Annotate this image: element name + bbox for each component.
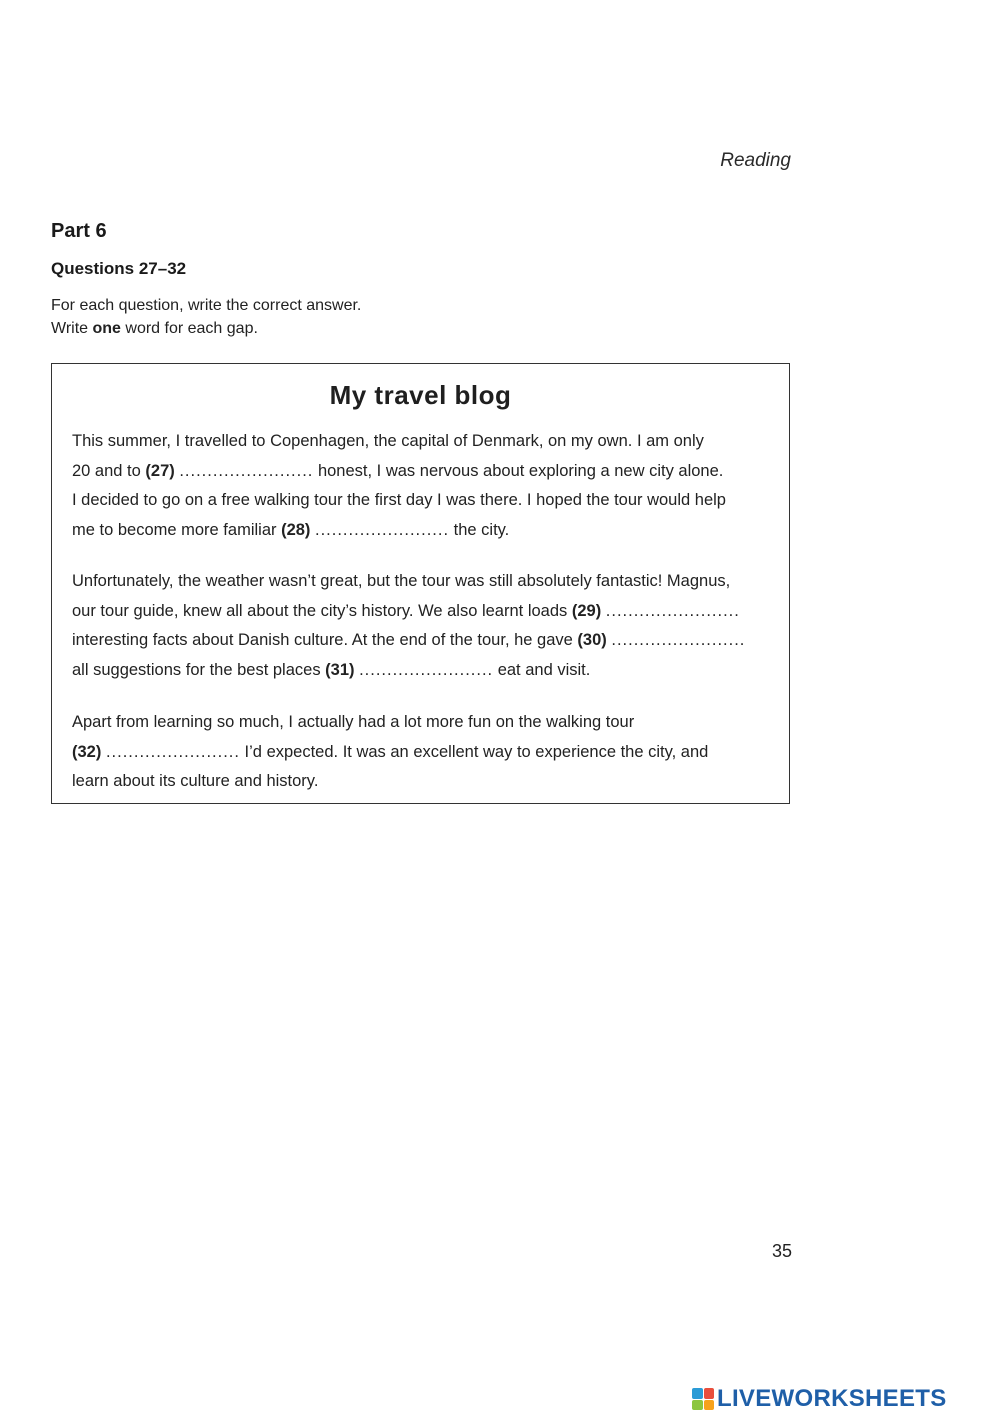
blog-paragraph-1 bbox=[72, 427, 772, 545]
question-number-27: (27) bbox=[145, 461, 175, 480]
question-number-31: (31) bbox=[325, 660, 355, 679]
questions-range-title: Questions 27–32 bbox=[51, 259, 187, 278]
answer-gap-31[interactable]: ........................ bbox=[359, 660, 494, 679]
logo-tile bbox=[704, 1388, 715, 1399]
liveworksheets-logo-icon bbox=[692, 1388, 714, 1410]
liveworksheets-watermark bbox=[692, 1384, 992, 1414]
part-title: Part 6 bbox=[51, 220, 107, 242]
answer-gap-32[interactable]: ........................ bbox=[105, 742, 240, 761]
answer-gap-29[interactable]: ........................ bbox=[605, 601, 740, 620]
instruction-line-1: For each question, write the correct answer. bbox=[51, 297, 362, 314]
blog-title: My travel blog bbox=[329, 380, 512, 410]
text-line: 20 and to (27) ........................ honest, I was nervous about exploring a new city alone. bbox=[72, 461, 724, 480]
answer-gap-30[interactable]: ........................ bbox=[611, 631, 746, 649]
text-line: I decided to go on a free walking tour the first day I was there. I hoped the tour would help bbox=[72, 491, 726, 509]
question-number-32: (32) bbox=[72, 742, 102, 761]
logo-tile bbox=[692, 1388, 703, 1399]
text-line: me to become more familiar (28) ........................ the city. bbox=[72, 520, 510, 539]
text-line: Apart from learning so much, I actually had a lot more fun on the walking tour bbox=[72, 713, 635, 731]
watermark-text: LIVEWORKSHEETS bbox=[717, 1385, 947, 1412]
text-line: all suggestions for the best places (31) ........................ eat and visit. bbox=[72, 660, 591, 679]
section-label: Reading bbox=[720, 150, 791, 171]
question-number-28: (28) bbox=[281, 520, 311, 539]
blog-text-box bbox=[51, 363, 790, 804]
logo-tile bbox=[692, 1400, 703, 1411]
question-number-29: (29) bbox=[571, 601, 602, 620]
blog-paragraph-2 bbox=[72, 567, 772, 685]
instruction-text: Write bbox=[51, 320, 93, 337]
page-number: 35 bbox=[771, 1241, 792, 1261]
text-line: This summer, I travelled to Copenhagen, the capital of Denmark, on my own. I am only bbox=[72, 432, 704, 450]
text-line: our tour guide, knew all about the city’s history. We also learnt loads (29) ........................ bbox=[72, 601, 740, 620]
text-line: interesting facts about Danish culture. At the end of the tour, he gave (30) ........................ bbox=[72, 631, 746, 649]
blog-paragraph-3 bbox=[72, 708, 772, 797]
answer-gap-27[interactable]: ........................ bbox=[179, 461, 314, 480]
question-number-30: (30) bbox=[577, 631, 607, 649]
instruction-emphasis: one bbox=[92, 320, 121, 337]
text-line: Unfortunately, the weather wasn’t great, but the tour was still absolutely fantastic! Magnus, bbox=[72, 572, 731, 590]
instruction-line-2 bbox=[51, 317, 361, 340]
instructions bbox=[51, 294, 361, 340]
answer-gap-28[interactable]: ........................ bbox=[315, 520, 450, 539]
text-line: (32) ........................ I’d expected. It was an excellent way to experience the city, and bbox=[72, 742, 709, 761]
instruction-text: word for each gap. bbox=[120, 320, 258, 337]
text-line: learn about its culture and history. bbox=[72, 772, 319, 790]
logo-tile bbox=[704, 1400, 715, 1411]
